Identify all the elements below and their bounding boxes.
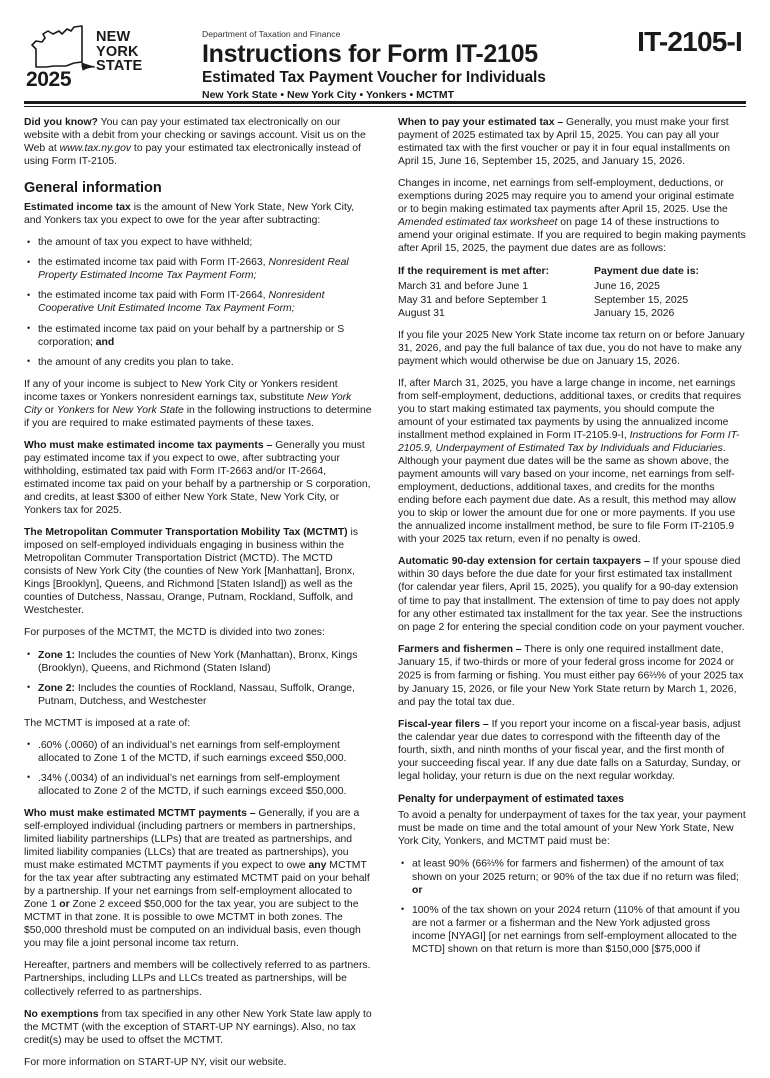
cell-due-date: June 16, 2025 [594, 281, 660, 293]
mctmt-bold-or: or [59, 899, 70, 911]
logo-word-york: YORK [96, 43, 139, 60]
page-title: Instructions for Form IT-2105 [202, 40, 538, 68]
tax-website-url[interactable]: www.tax.ny.gov [59, 143, 132, 155]
extension-paragraph [398, 555, 746, 633]
when-to-pay-paragraph [398, 116, 746, 168]
who-must-income-body: Generally you must pay estimated income tax if you expect to owe, after subtracting your withholding, estimated tax paid with Form IT-2663 and/or IT-2664, estimated income tax paid on your behalf by a partnership or S corporation, and credits, at least $300 of either New York State, New York City, or Yonkers tax for 2025. [24, 439, 371, 517]
form-title-italic: Nonresident Real Property Estimated Income Tax Payment Form; [38, 257, 349, 282]
substitute-italic-1: New York City [24, 391, 352, 416]
cell-due-date: September 15, 2025 [594, 294, 689, 306]
annualized-text-2: . Although your payment due dates will be the same as shown above, the payment amounts will vary based on your income, net earnings from self-employment, deductions, additional taxes, and credits for the months ending before each payment due date. As a result, this method may allow you to skip or lower the amount due for one or more payments. If you use the annualized income installment method, be sure to file Form IT-2105.9 with your 2025 tax return, even if no penalty is owed. [398, 442, 736, 546]
left-column [24, 116, 372, 1078]
logo-year: 2025 [26, 68, 72, 91]
list-item [24, 649, 372, 675]
list-item [24, 356, 372, 369]
farmers-fishermen-paragraph [398, 643, 746, 709]
subtract-bullet-list [24, 236, 372, 368]
list-item [24, 682, 372, 708]
bullet-bold-tail: and [95, 336, 115, 348]
zone-label: Zone 2: [38, 682, 75, 694]
when-to-pay-lead: When to pay your estimated tax – [398, 117, 564, 128]
farmers-text-2: % of your 2025 tax by January 15, 2026, or file your New York State return by March 1, 2026, and pay the total tax due. [398, 670, 744, 708]
penalty-bullet-list [398, 857, 746, 956]
mctmt-bold-any: any [308, 860, 327, 872]
body-columns [24, 116, 746, 1078]
mctmt-text-3: Zone 2 exceed $50,000 for the tax year, you are subject to the MCTMT in that zone. It is possible to owe MCTMT in both zones. The $50,000 threshold must be computed on an individual basis, even though you may file a joint personal income tax return. [24, 899, 361, 950]
list-item [398, 904, 746, 956]
two-thirds-fraction: ⅔ [649, 669, 657, 680]
substitute-italic-2: Yonkers [56, 404, 95, 416]
fiscal-year-lead: Fiscal-year filers – [398, 718, 489, 730]
who-must-mctmt-paragraph [24, 807, 372, 951]
list-item [24, 323, 372, 349]
it21059-instructions-title: Instructions for Form IT-2105.9, Underpayment of Estimated Tax by Individuals and Fiduciaries [398, 429, 740, 454]
list-item [24, 289, 372, 315]
zone-label: Zone 1: [38, 649, 75, 661]
list-item [24, 256, 372, 282]
logo-word-new: NEW [96, 29, 131, 45]
no-exemptions-body: from tax specified in any other New York State law apply to the MCTMT (with the exception of START-UP NY earnings). Also, no tax credit(s) may be used to offset the MCTMT. [24, 1008, 372, 1046]
when-to-pay-body: Generally, you must make your first payment of 2025 estimated tax by April 15, 2025. You can pay all your estimated tax with the first voucher or pay it in four equal installments on April 15, June 16, September 15, 2025, and January 15, 2026. [398, 117, 731, 168]
fiscal-year-body: If you report your income on a fiscal-year basis, adjust the calendar year due dates to correspond with the fifteenth day of the fourth, sixth, and ninth months of your fiscal year, and the first month of your succeeding fiscal year. If any due date falls on a Saturday, Sunday, or legal holiday, your return is due on the next regular workday. [398, 718, 741, 782]
title-block [192, 22, 637, 102]
form-code: IT-2105-I [637, 26, 742, 57]
farmers-text-1: There is only one required installment date, January 15, if two-thirds or more of your federal gross income for 2024 or 2025 is from farming or fishing. You must either pay 66 [398, 643, 735, 682]
penalty-text-2: % for farmers and fishermen) of the amount of tax shown on your 2025 return; or 90% of the tax due if no return was filed; [412, 858, 739, 883]
mctmt-intro-paragraph [24, 526, 372, 617]
penalty-intro: To avoid a penalty for underpayment of taxes for the tax year, your payment must be made on time and the total amount of your New York State, New York City, Yonkers, and MCTMT paid must be: [398, 809, 746, 847]
file-early-paragraph: If you file your 2025 New York State income tax return on or before January 31, 2026, and pay the full balance of tax due, you do not have to make any payment which would otherwise be due on January 15, 2026. [398, 329, 745, 367]
no-exemptions-lead: No exemptions [24, 1008, 99, 1020]
penalty-text-1: 100% of the tax shown on your 2024 return (110% of that amount if you are not a farmer or a fisherman and the New York adjusted gross income [NYAGI] [or net earnings from self-employment allocated to the MCTD] shown on that return is more than $150,000 [$75,000 if [412, 904, 740, 956]
substitute-paragraph [24, 378, 372, 430]
penalty-heading: Penalty for underpayment of estimated taxes [398, 792, 625, 805]
substitute-text-2: or [41, 404, 57, 416]
table-row [398, 280, 746, 293]
rate-intro: The MCTMT is imposed at a rate of: [24, 717, 191, 729]
bullet-text: the estimated income tax paid with Form IT-2664, [38, 290, 269, 302]
who-must-income-paragraph [24, 439, 372, 517]
zone-text: Includes the counties of Rockland, Nassau, Suffolk, Orange, Putnam, Dutchess, and Westchester [38, 682, 355, 707]
table-row [398, 294, 746, 307]
did-you-know-body-1: You can pay your estimated tax electronically on our website with a debit from your checking or savings account. Visit us on the Web at [24, 117, 366, 155]
bullet-text: the estimated income tax paid on your behalf by a partnership or S corporation; [38, 323, 345, 348]
list-item: • .60% (.0060) of an individual’s net earnings from self-employment allocated to Zone 1 of the MCTD, if such earnings exceed $50,000. [24, 739, 372, 765]
cell-requirement: March 31 and before June 1 [398, 281, 528, 293]
did-you-know-body-2: to pay your estimated tax electronically instead of using Form IT-2105. [24, 143, 361, 168]
changes-text-1: Changes in income, net earnings from self-employment, deductions, or exemptions during 2025 may require you to amend your original estimate or to begin making estimated tax payments after April 15, 2025. Use the [398, 178, 735, 216]
two-thirds-fraction: ⅔ [487, 858, 495, 869]
form-title-italic: Nonresident Cooperative Unit Estimated Income Tax Payment Form; [38, 290, 325, 315]
page-header [24, 22, 746, 101]
cell-requirement: August 31 [398, 307, 445, 319]
extension-body: If your spouse died within 30 days before the due date for your first estimated tax installment (for calendar year filers, April 15, 2025), you qualify for a 90-day extension of time to pay that installment. The extension of time to pay does not apply for any other estimated tax installment for the tax year. See the instructions on page 2 for entering the special condition code on your payment voucher. [398, 556, 745, 633]
fiscal-year-paragraph [398, 718, 746, 783]
zones-intro: For purposes of the MCTMT, the MCTD is divided into two zones: [24, 627, 325, 639]
substitute-text-4: in the following instructions to determine if you are required to make estimated payments of these taxes. [24, 404, 372, 429]
estimated-income-tax-paragraph [24, 201, 372, 227]
general-information-heading: General information [24, 180, 162, 197]
substitute-italic-3: New York State [112, 404, 184, 416]
logo-word-state: STATE [96, 58, 143, 74]
rates-list [24, 739, 372, 798]
estimated-income-tax-lead: Estimated income tax [24, 202, 131, 214]
bullet-text: the estimated income tax paid with Form IT-2663, [38, 257, 269, 269]
substitute-text-1: If any of your income is subject to New York City or Yonkers resident income taxes or Yonkers nonresident earnings tax, substitute [24, 378, 338, 403]
zone-text: Includes the counties of New York (Manhattan), Bronx, Kings (Brooklyn), Queens, and Richmond (Staten Island) [38, 649, 358, 674]
penalty-bold-or: or [412, 884, 423, 896]
column-header-requirement: If the requirement is met after: [398, 265, 550, 278]
extension-lead: Automatic 90-day extension for certain taxpayers – [398, 556, 650, 568]
no-exemptions-paragraph [24, 1008, 372, 1047]
amended-worksheet-title: Amended estimated tax worksheet [398, 217, 558, 229]
department-name: Department of Taxation and Finance [202, 29, 341, 39]
jurisdictions-line: New York State • New York City • Yonkers • MCTMT [202, 89, 455, 101]
column-header-due-date: Payment due date is: [594, 265, 700, 278]
startup-ny-paragraph: For more information on START-UP NY, visit our website. [24, 1056, 287, 1068]
annualized-method-paragraph [398, 377, 746, 547]
who-must-mctmt-lead: Who must make estimated MCTMT payments – [24, 807, 256, 819]
substitute-text-3: for [94, 404, 113, 416]
right-column [398, 116, 746, 1078]
list-item [24, 236, 372, 249]
did-you-know-lead: Did you know? [24, 117, 98, 128]
table-row [398, 307, 746, 320]
penalty-text-1: at least 90% (66 [412, 858, 488, 870]
mctmt-text-2: MCTMT for the tax year after subtracting any estimated MCTMT paid on your behalf by a partnership. If your net earnings from self-employment allocated to Zone 1 [24, 860, 370, 911]
who-must-income-lead: Who must make estimated income tax payments – [24, 439, 273, 451]
list-item [398, 857, 746, 897]
table-header-row [398, 264, 746, 280]
page-subtitle: Estimated Tax Payment Voucher for Individuals [202, 69, 546, 86]
header-rule-thin [24, 106, 746, 107]
bullet-text: the amount of any credits you plan to take. [38, 356, 234, 368]
new-york-state-logo [24, 22, 192, 96]
mctmt-intro-lead: The Metropolitan Commuter Transportation Mobility Tax (MCTMT) [24, 527, 348, 539]
cell-requirement: May 31 and before September 1 [398, 294, 548, 306]
annualized-text-1: If, after March 31, 2025, you have a large change in income, net earnings from self-employment, deductions, additional taxes, or credits that requires you to start making estimated tax payments, you should compute the amount of your estimated tax payments by using the annualized income installment method explained in Form IT-2105.9-I, [398, 377, 742, 441]
mctmt-text-1: Generally, if you are a self-employed individual (including partners or members in partnerships, limited liability partnerships (LLPs) that are treated as partnerships, and limited liability companies (LLCs) that are treated as partnerships), you must make estimated MCTMT payments if you expect to owe [24, 807, 360, 872]
did-you-know-paragraph [24, 116, 372, 168]
list-item: • .34% (.0034) of an individual’s net earnings from self-employment allocated to Zone 2 of the MCTD, if such earnings exceed $50,000. [24, 772, 372, 798]
bullet-text: the amount of tax you expect to have withheld; [38, 237, 253, 249]
estimated-income-tax-body: is the amount of New York State, New York City, and Yonkers tax you expect to owe for the year after subtracting: [24, 202, 355, 227]
changes-text-2: on page 14 of these instructions to amend your original estimate. If you are required to begin making payments after April 15, 2025, the payment due dates are as follows: [398, 217, 746, 255]
payment-due-date-table [398, 264, 746, 319]
farmers-lead: Farmers and fishermen – [398, 643, 522, 655]
zones-list [24, 649, 372, 708]
logo-state-words [96, 30, 142, 74]
mctmt-intro-body: is imposed on self-employed individuals engaging in business within the Metropolitan Commuter Transportation District (MCTD). The MCTD consists of New York City (the counties of New York [Manhattan], Bronx, Kings [Brooklyn], Queens, and Richmond [Staten Island]) as well as the counties of Dutchess, Nassau, Orange, Putnam, Rockland, Suffolk, and Westchester. [24, 527, 359, 617]
cell-due-date: January 15, 2026 [594, 307, 675, 319]
changes-paragraph [398, 177, 746, 255]
hereafter-paragraph: Hereafter, partners and members will be collectively referred to as partners. Partnerships, including LLPs and LLCs treated as partnerships, will be collectively referred to as partnerships. [24, 960, 371, 998]
